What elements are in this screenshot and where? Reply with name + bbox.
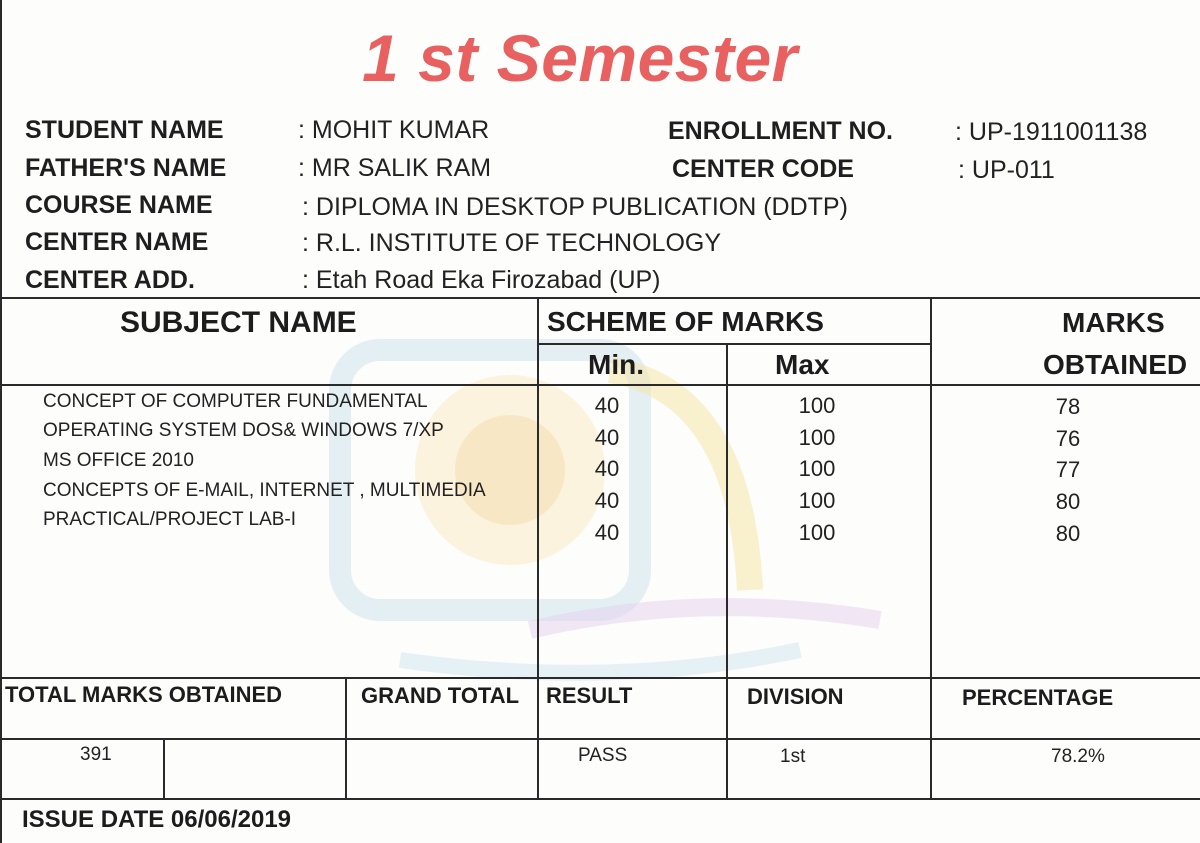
col-divider-scheme [537,297,539,798]
scheme-divider [537,343,930,345]
enrollment-label: ENROLLMENT NO. [668,117,893,145]
grand-total-label: GRAND TOTAL [361,683,520,708]
col-divider-max [726,343,728,798]
subject-row-4: CONCEPTS OF E-MAIL, INTERNET , MULTIMEDIA [43,480,486,501]
table-top-border [0,297,1200,299]
obtained-header: OBTAINED [1043,349,1188,380]
subject-row-1: CONCEPT OF COMPUTER FUNDAMENTAL [43,391,428,412]
obtained-row-3: 77 [1055,457,1081,482]
max-row-3: 100 [798,456,836,481]
obtained-row-4: 80 [1055,489,1081,514]
header-bottom-border [0,384,1200,386]
min-row-1: 40 [594,393,620,418]
page-title: 1 st Semester [362,21,798,95]
marks-header: MARKS [1062,307,1165,338]
summary-bottom-border [0,798,1200,800]
col-divider-grand-total [345,677,347,798]
subject-row-5: PRACTICAL/PROJECT LAB-I [43,509,297,530]
col-divider-marks [930,297,932,798]
center-add-label: CENTER ADD. [25,266,195,294]
obtained-row-2: 76 [1055,426,1081,451]
center-add-value: : Etah Road Eka Firozabad (UP) [302,266,661,294]
min-row-3: 40 [594,456,620,481]
summary-top-border [0,677,1200,679]
scheme-of-marks-header: SCHEME OF MARKS [547,306,824,337]
summary-mid-border [0,738,1200,740]
obtained-row-1: 78 [1055,394,1081,419]
center-code-label: CENTER CODE [672,155,854,183]
left-border [0,0,2,843]
obtained-row-5: 80 [1055,521,1081,546]
result-label: RESULT [546,683,633,708]
subject-row-3: MS OFFICE 2010 [43,450,194,471]
col-divider-total-cell [163,738,165,798]
center-name-value: : R.L. INSTITUTE OF TECHNOLOGY [302,229,722,257]
course-name-value: : DIPLOMA IN DESKTOP PUBLICATION (DDTP) [302,193,848,221]
percentage-value: 78.2% [1051,746,1105,767]
student-name-value: : MOHIT KUMAR [298,116,490,144]
course-name-label: COURSE NAME [25,191,213,219]
fathers-name-label: FATHER'S NAME [25,154,227,182]
issue-date: ISSUE DATE 06/06/2019 [22,806,292,833]
enrollment-value: : UP-1911001138 [955,118,1148,146]
subject-row-2: OPERATING SYSTEM DOS& WINDOWS 7/XP [43,420,444,441]
max-header: Max [775,349,830,380]
max-row-1: 100 [798,393,836,418]
total-marks-label: TOTAL MARKS OBTAINED [5,682,283,707]
min-row-4: 40 [594,488,620,513]
center-code-value: : UP-011 [958,156,1055,184]
max-row-5: 100 [798,520,836,545]
fathers-name-value: : MR SALIK RAM [298,154,492,182]
max-row-2: 100 [798,425,836,450]
subject-name-header: SUBJECT NAME [120,306,357,339]
student-name-label: STUDENT NAME [25,116,224,144]
percentage-label: PERCENTAGE [962,685,1114,710]
center-name-label: CENTER NAME [25,228,209,256]
max-row-4: 100 [798,488,836,513]
min-row-2: 40 [594,425,620,450]
min-row-5: 40 [594,520,620,545]
result-value: PASS [578,745,628,766]
division-value: 1st [780,746,806,767]
min-header: Min. [588,349,644,380]
total-marks-value: 391 [80,744,112,765]
division-label: DIVISION [747,684,844,709]
